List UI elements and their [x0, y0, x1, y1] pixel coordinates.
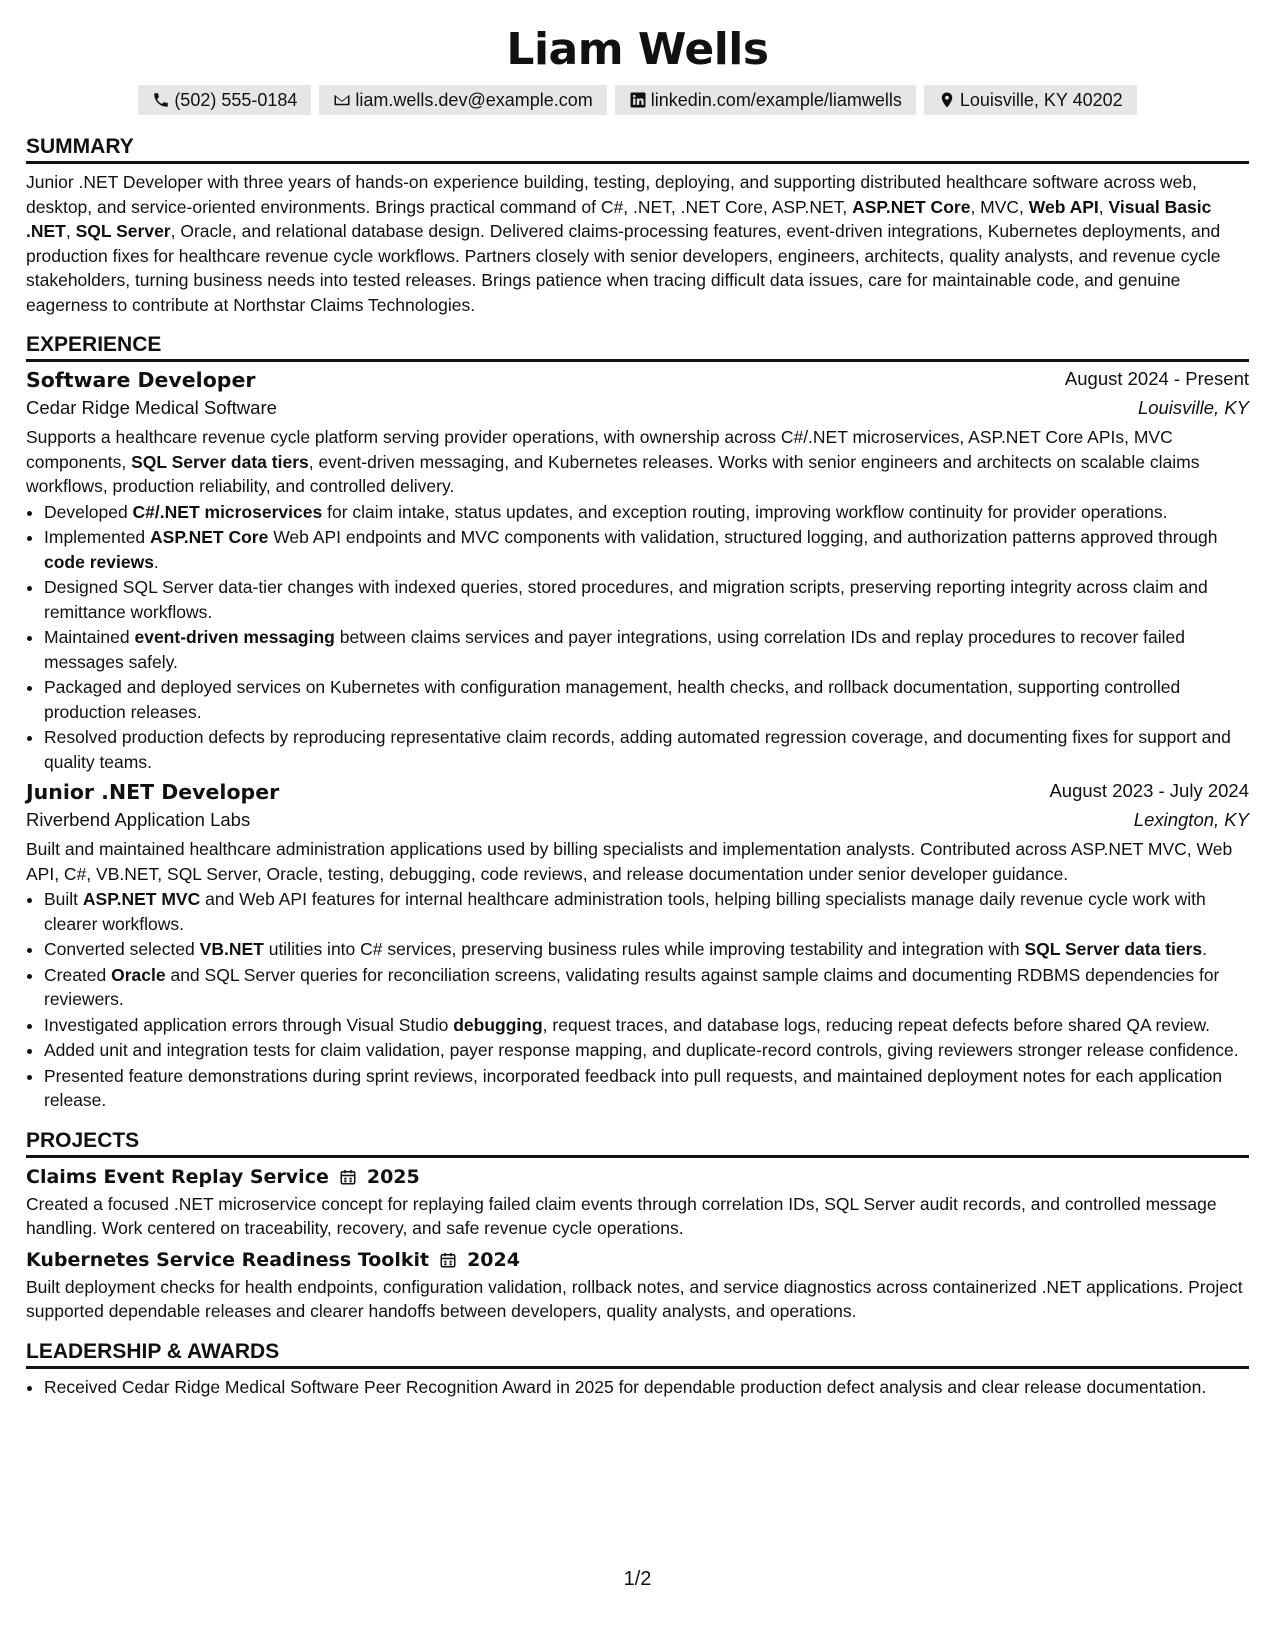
job-entry [26, 368, 1249, 774]
job-title: Software Developer [26, 368, 256, 392]
job-header [26, 780, 1249, 804]
projects-heading: PROJECTS [26, 1129, 1249, 1158]
summary-part: Junior .NET Developer with three years of hands-on experience building, testing, deploying, and supporting distributed healthcare software across web, desktop, and service-oriented environments. Brings practical command of C#, .NET, .NET Core, ASP.NET, [26, 172, 1197, 217]
summary-heading: SUMMARY [26, 135, 1249, 164]
bullet-text: utilities into C# services, preserving business rules while improving testability and integration with [263, 939, 1025, 959]
candidate-name: Liam Wells [506, 24, 769, 75]
summary-part: , Oracle, and relational database design. Delivered claims-processing features, event-driven integrations, Kubernetes deployments, and production fixes for healthcare revenue cycle workflows. Partners closely with senior developers, engineers, architects, quality analysts, and revenue cycle stakeholders, turning business needs into tested releases. Brings patience when tracing difficult data issues, care for maintainable code, and genuine eagerness to contribute at Northstar Claims Technologies. [26, 221, 1221, 315]
summary-part: , MVC, [970, 196, 1029, 217]
bullet-text: Added unit and integration tests for claim validation, payer response mapping, and duplicate-record controls, giving reviewers stronger release confidence. [44, 1040, 1239, 1060]
leadership-list [26, 1375, 1249, 1400]
contact-linkedin-text: linkedin.com/example/liamwells [650, 89, 902, 110]
phone-icon [152, 91, 170, 109]
summary-part: , [1098, 196, 1109, 217]
job-description: Built and maintained healthcare administration applications used by billing specialists and implementation analysts. Contributed across ASP.NET MVC, Web API, C#, VB.NET, SQL Server, Oracle, testing, debugging, code reviews, and release documentation under senior developer guidance. [26, 839, 1233, 884]
bullet-keyword: Oracle [111, 964, 166, 985]
bullet-keyword: C#/.NET microservices [132, 501, 323, 522]
project-header [26, 1249, 1249, 1271]
summary-keyword: Web API [1028, 196, 1099, 217]
bullet-keyword: ASP.NET MVC [82, 889, 201, 909]
job-location: Louisville, KY [1137, 397, 1249, 418]
calendar-icon [339, 1168, 357, 1186]
desc-part: Supports a healthcare revenue cycle platform serving provider operations, with ownership across C#/.NET microservices, ASP.NET Core APIs, MVC components, [26, 427, 1173, 472]
envelope-icon [333, 91, 351, 109]
bullet-text: . [1202, 939, 1208, 959]
job-bullet [44, 675, 1249, 724]
job-title: Junior .NET Developer [26, 780, 280, 804]
contact-location [924, 85, 1137, 115]
job-description [26, 425, 1249, 499]
job-dates: August 2024 - Present [1064, 368, 1249, 389]
summary-keyword: SQL Server [75, 221, 171, 241]
contact-email[interactable] [319, 85, 606, 115]
bullet-text: . [153, 551, 159, 572]
job-bullet [44, 500, 1249, 525]
job-dates: August 2023 - July 2024 [1049, 780, 1249, 801]
bullet-text: Created [44, 964, 112, 985]
leadership-heading: LEADERSHIP & AWARDS [26, 1340, 1249, 1369]
contact-phone[interactable] [138, 85, 311, 115]
job-bullet [44, 887, 1249, 936]
project-entry [26, 1249, 1249, 1324]
bullet-text: and SQL Server queries for reconciliation screens, validating results against sample claims and documenting RDBMS dependencies for reviewers. [44, 964, 1220, 1009]
job-header [26, 368, 1249, 392]
calendar-icon [439, 1251, 457, 1269]
job-bullet [44, 525, 1249, 574]
bullet-text: Implemented [44, 527, 151, 547]
bullet-text: , request traces, and database logs, reducing repeat defects before shared QA review. [542, 1014, 1211, 1035]
job-bullet [44, 725, 1249, 774]
contact-email-text: liam.wells.dev@example.com [355, 89, 593, 110]
job-bullets [26, 500, 1249, 775]
desc-keyword: SQL Server data tiers [131, 451, 309, 472]
contact-linkedin[interactable] [615, 85, 916, 115]
bullet-text: Converted selected [44, 939, 200, 959]
project-year: 2024 [467, 1248, 520, 1271]
desc-part: , event-driven messaging, and Kubernetes releases. Works with senior engineers and architects on scalable claims workflows, production reliability, and controlled delivery. [26, 451, 1200, 496]
project-description: Built deployment checks for health endpoints, configuration validation, rollback notes, and service diagnostics across containerized .NET applications. Project supported dependable releases and clearer handoffs between developers, quality analysts, and operations. [26, 1276, 1243, 1321]
job-bullet [44, 1013, 1249, 1038]
bullet-keyword: SQL Server data tiers [1024, 939, 1203, 959]
job-bullets [26, 887, 1249, 1113]
job-bullet [44, 625, 1249, 674]
location-pin-icon [938, 91, 956, 109]
summary-part: , [65, 221, 76, 241]
bullet-text: Investigated application errors through Visual Studio [44, 1014, 454, 1035]
summary-keyword: Visual Basic .NET [26, 196, 1212, 241]
job-company: Cedar Ridge Medical Software [26, 397, 277, 418]
bullet-text: Built [44, 889, 83, 909]
contact-bar [26, 85, 1249, 115]
summary-text [26, 170, 1249, 317]
leadership-item: • Received Cedar Ridge Medical Software Peer Recognition Award in 2025 for dependable production defect analysis and clear release documentation. [44, 1375, 1249, 1400]
bullet-text: Packaged and deployed services on Kubernetes with configuration management, health checks, and rollback documentation, supporting controlled production releases. [44, 677, 1181, 722]
project-title: Claims Event Replay Service [26, 1165, 329, 1188]
project-description: Created a focused .NET microservice concept for replaying failed claim events through correlation IDs, SQL Server audit records, and controlled message handling. Work centered on traceability, recovery, and safe revenue cycle operations. [26, 1193, 1217, 1238]
bullet-keyword: VB.NET [199, 939, 264, 959]
bullet-text: Resolved production defects by reproducing representative claim records, adding automated regression coverage, and documenting fixes for support and quality teams. [44, 727, 1231, 772]
bullet-text: between claims services and payer integrations, using correlation IDs and replay procedures to recover failed messages safely. [44, 627, 1186, 672]
project-header [26, 1166, 1249, 1188]
bullet-keyword: code reviews [44, 551, 154, 572]
bullet-keyword: event-driven messaging [134, 627, 335, 647]
job-bullet [44, 937, 1249, 962]
job-bullet [44, 1038, 1249, 1063]
contact-location-text: Louisville, KY 40202 [959, 89, 1123, 110]
bullet-text: Developed [44, 501, 133, 522]
job-subheader [26, 809, 1249, 831]
bullet-keyword: debugging [453, 1014, 543, 1035]
job-entry [26, 780, 1249, 1113]
project-entry [26, 1166, 1249, 1241]
job-company: Riverbend Application Labs [26, 809, 251, 830]
bullet-text: Maintained [44, 627, 135, 647]
job-bullet [44, 963, 1249, 1012]
job-bullet [44, 575, 1249, 624]
bullet-text: Designed SQL Server data-tier changes with indexed queries, stored procedures, and migration scripts, preserving reporting integrity across claim and remittance workflows. [44, 577, 1208, 622]
linkedin-icon [629, 91, 647, 109]
job-subheader [26, 397, 1249, 419]
summary-keyword: ASP.NET Core [852, 196, 971, 217]
bullet-text: and Web API features for internal healthcare administration tools, helping billing specialists manage daily revenue cycle work with clearer workflows. [44, 889, 1206, 934]
job-location: Lexington, KY [1133, 809, 1249, 830]
bullet-text: Web API endpoints and MVC components with validation, structured logging, and authorization patterns approved through [268, 527, 1218, 547]
contact-phone-text: (502) 555-0184 [174, 89, 298, 110]
bullet-text: Presented feature demonstrations during sprint reviews, incorporated feedback into pull requests, and maintained deployment notes for each application release. [44, 1065, 1223, 1110]
page-number: 1/2 [623, 1568, 652, 1590]
project-title: Kubernetes Service Readiness Toolkit [26, 1248, 430, 1271]
bullet-keyword: ASP.NET Core [150, 527, 269, 547]
experience-heading: EXPERIENCE [26, 333, 1249, 362]
bullet-text: for claim intake, status updates, and exception routing, improving workflow continuity for provider operations. [322, 501, 1168, 522]
job-bullet [44, 1064, 1249, 1113]
project-year: 2025 [366, 1165, 420, 1188]
